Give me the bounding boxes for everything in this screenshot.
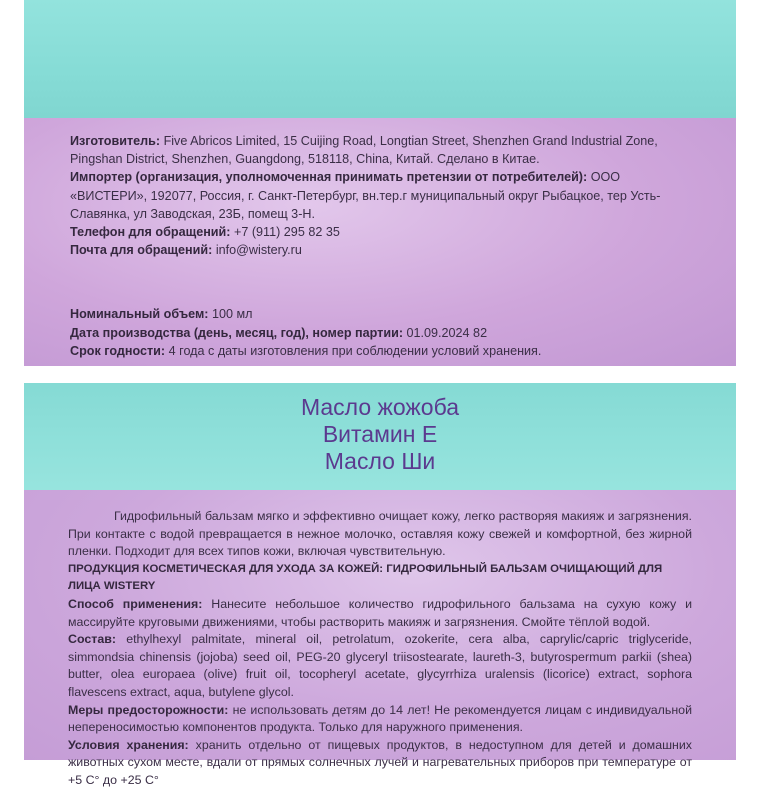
package-back-panel-bottom — [24, 383, 736, 787]
intro-paragraph: Гидрофильный бальзам мягко и эффективно очищает кожу, легко растворяя макияж и загрязнения. При контакте с водой превращается в нежное молочко, оставляя кожу свежей и комфортной, без жирной пленки. Подходит для всех типов кожи, включая чувствительную. — [68, 509, 692, 559]
manufacturer-info — [70, 132, 692, 259]
product-specs — [70, 305, 692, 361]
warnings-label: Меры предосторожности: — [68, 702, 229, 717]
production-date-value: 01.09.2024 82 — [406, 325, 488, 340]
production-date-line — [70, 324, 692, 343]
usage-text: Нанесите небольшое количество гидрофильного бальзама на сухую кожу и массируйте круговыми движениями, чтобы растворить макияж и загрязнения. Смойте тёплой водой. — [68, 596, 693, 629]
ingredients-text: ethylhexyl palmitate, mineral oil, petrolatum, ozokerite, cera alba, caprylic/capric triglyceride, simmondsia chinensis (jojoba) seed oil, PEG-20 glyceryl triisostearate, laureth-3, butyrospermum parkii (shea) butter, olea europaea (olive) fruit oil, tocopheryl acetate, glycyrrhiza uralensis (licorice) extract, sophora flavescens extract, aqua, butylene glycol. — [68, 632, 692, 699]
teal-band — [24, 0, 736, 118]
importer-text: ООО «ВИСТЕРИ», 192077, Россия, г. Санкт-Петербург, вн.тер.г муниципальный округ Рыбацкое, тер Усть-Славянка, ул Заводская, 23Б, помещ 3-Н. — [70, 170, 661, 221]
importer-line — [70, 168, 692, 223]
volume-value: 100 мл — [211, 307, 253, 321]
warnings-text: не использовать детям до 14 лет! Не рекомендуется лицам с индивидуальной непереносимостью компонентов продукта. Только для наружного применения. — [68, 702, 692, 735]
package-back-panel-top — [24, 0, 736, 366]
email-line — [70, 241, 692, 259]
importer-label: Импортер (организация, уполномоченная принимать претензии от потребителей): — [70, 170, 588, 185]
usage-line — [68, 596, 692, 631]
product-description — [68, 508, 692, 790]
production-date-label: Дата производства (день, месяц, год), номер партии: — [70, 325, 404, 340]
headline-line-shea: Масло Ши — [324, 448, 436, 474]
expiry-value: 4 года с даты изготовления при соблюдении условий хранения. — [168, 344, 542, 358]
key-ingredients-headline — [24, 394, 736, 475]
ingredients-label: Состав: — [68, 632, 116, 647]
warnings-line — [68, 702, 692, 737]
email-label: Почта для обращений: — [70, 243, 213, 258]
usage-label: Способ применения: — [68, 596, 203, 611]
phone-value: +7 (911) 295 82 35 — [233, 225, 340, 240]
storage-text: хранить отдельно от пищевых продуктов, в недоступном для детей и домашних животных сухом месте, вдали от прямых солнечных лучей и нагревательных приборов при температуре от +5 С° до +25 С° — [68, 737, 692, 787]
phone-label: Телефон для обращений: — [70, 225, 231, 240]
headline-line-jojoba: Масло жожоба — [300, 394, 460, 420]
phone-line — [70, 223, 692, 241]
headline-line-vitamin-e: Витамин Е — [322, 421, 438, 447]
storage-line — [68, 737, 692, 790]
volume-label: Номинальный объем: — [70, 307, 209, 321]
expiry-label: Срок годности: — [70, 344, 166, 358]
volume-line — [70, 305, 692, 324]
ingredients-line — [68, 631, 692, 701]
expiry-line — [70, 342, 692, 361]
email-value: info@wistery.ru — [215, 243, 302, 258]
manufacturer-label: Изготовитель: — [70, 134, 161, 148]
storage-label: Условия хранения: — [68, 737, 189, 752]
product-type-line: ПРОДУКЦИЯ КОСМЕТИЧЕСКАЯ ДЛЯ УХОДА ЗА КОЖЕЙ: ГИДРОФИЛЬНЫЙ БАЛЬЗАМ ОЧИЩАЮЩИЙ ДЛЯ ЛИЦА WISTERY — [68, 562, 663, 593]
manufacturer-line — [70, 132, 692, 168]
manufacturer-text: Five Abricos Limited, 15 Cuijing Road, Longtian Street, Shenzhen Grand Industrial Zone, Pingshan District, Shenzhen, Guangdong, 518118, China, Китай. Сделано в Китае. — [70, 134, 658, 167]
